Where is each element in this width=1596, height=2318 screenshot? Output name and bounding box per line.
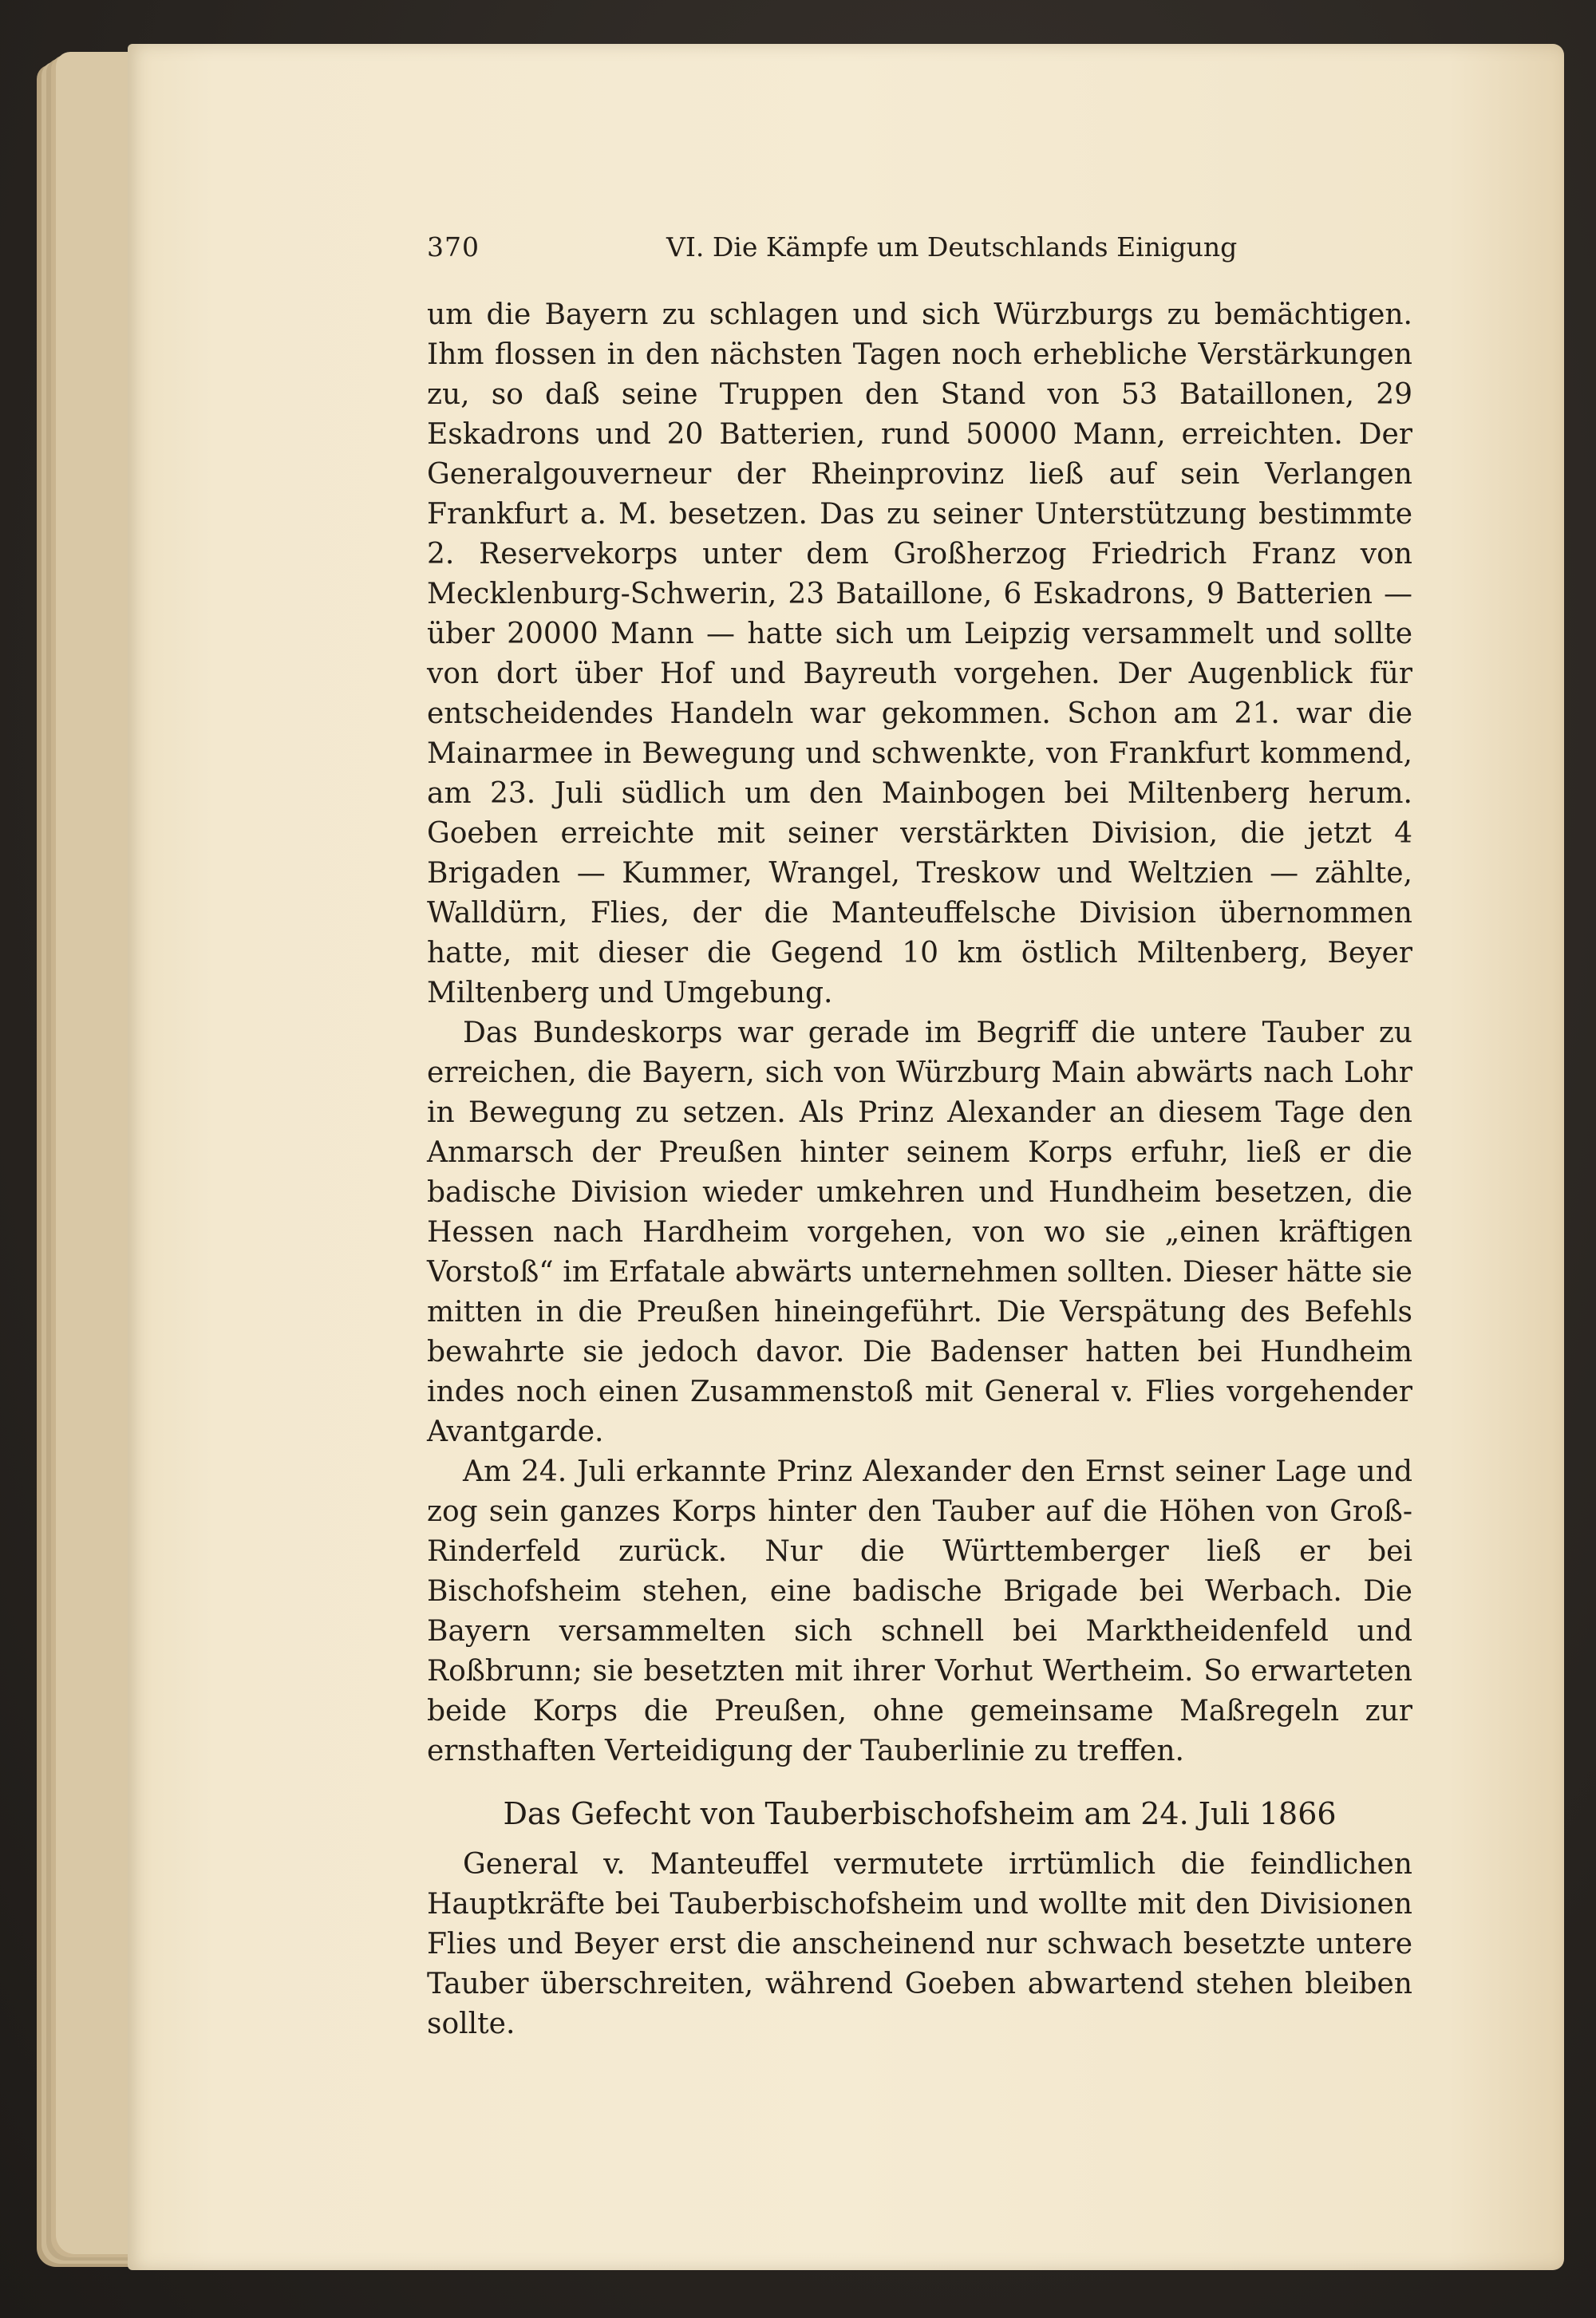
section-heading: Das Gefecht von Tauberbischofsheim am 24. Juli 1866: [503, 1796, 1337, 1831]
paragraph-1: um die Bayern zu schlagen und sich Würzburgs zu bemächtigen. Ihm flossen in den nächsten Tagen noch erhebliche Verstärkungen zu, so daß seine Truppen den Stand von 53 Bataillonen, 29 Eskadrons und 20 Batterien, rund 50000 Mann, erreichten. Der Generalgouverneur der Rheinprovinz ließ auf sein Verlangen Frankfurt a. M. besetzen. Das zu seiner Unterstützung bestimmte 2. Reservekorps unter dem Großherzog Friedrich Franz von Mecklenburg-Schwerin, 23 Bataillone, 6 Eskadrons, 9 Batterien — über 20000 Mann — hatte sich um Leipzig versammelt und sollte von dort über Hof und Bayreuth vorgehen. Der Augenblick für entscheidendes Handeln war gekommen. Schon am 21. war die Mainarmee in Bewegung und schwenkte, von Frankfurt kommend, am 23. Juli südlich um den Mainbogen bei Miltenberg herum. Goeben erreichte mit seiner verstärkten Division, die jetzt 4 Brigaden — Kummer, Wrangel, Treskow und Weltzien — zählte, Walldürn, Flies, der die Manteuffelsche Division übernommen hatte, mit dieser die Gegend 10 km östlich Miltenberg, Beyer Miltenberg und Umgebung.: [427, 298, 1412, 1009]
page-header: [303, 223, 1428, 279]
running-head: VI. Die Kämpfe um Deutschlands Einigung: [666, 231, 1238, 263]
paragraph-3: Am 24. Juli erkannte Prinz Alexander den Ernst seiner Lage und zog sein ganzes Korps hinter den Tauber auf die Höhen von Groß-Rinderfeld zurück. Nur die Württemberger ließ er bei Bischofsheim stehen, eine badische Brigade bei Werbach. Die Bayern versammelten sich schnell bei Marktheidenfeld und Roßbrunn; sie besetzten mit ihrer Vorhut Wertheim. So erwarteten beide Korps die Preußen, ohne gemeinsame Maßregeln zur ernsthaften Verteidigung der Tauberlinie zu treffen.: [427, 1455, 1412, 1767]
paragraph-2: Das Bundeskorps war gerade im Begriff die untere Tauber zu erreichen, die Bayern, sich von Würzburg Main abwärts nach Lohr in Bewegung zu setzen. Als Prinz Alexander an diesem Tage den Anmarsch der Preußen hinter seinem Korps erfuhr, ließ er die badische Division wieder umkehren und Hundheim besetzen, die Hessen nach Hardheim vorgehen, von wo sie „einen kräftigen Vorstoß“ im Erfatale abwärts unternehmen sollten. Dieser hätte sie mitten in die Preußen hineingeführt. Die Verspätung des Befehls bewahrte sie jedoch davor. Die Badenser hatten bei Hundheim indes noch einen Zusammenstoß mit General v. Flies vorgehender Avantgarde.: [427, 1017, 1412, 1448]
body-text: [427, 295, 1412, 2044]
page-number: 370: [427, 231, 480, 263]
section-paragraph: General v. Manteuffel vermutete irrtümlich die feindlichen Hauptkräfte bei Tauberbischofsheim und wollte mit den Divisionen Flies und Beyer erst die anscheinend nur schwach besetzte untere Tauber überschreiten, während Goeben abwartend stehen bleiben sollte.: [427, 1848, 1412, 2040]
page-content: [303, 223, 1428, 2040]
